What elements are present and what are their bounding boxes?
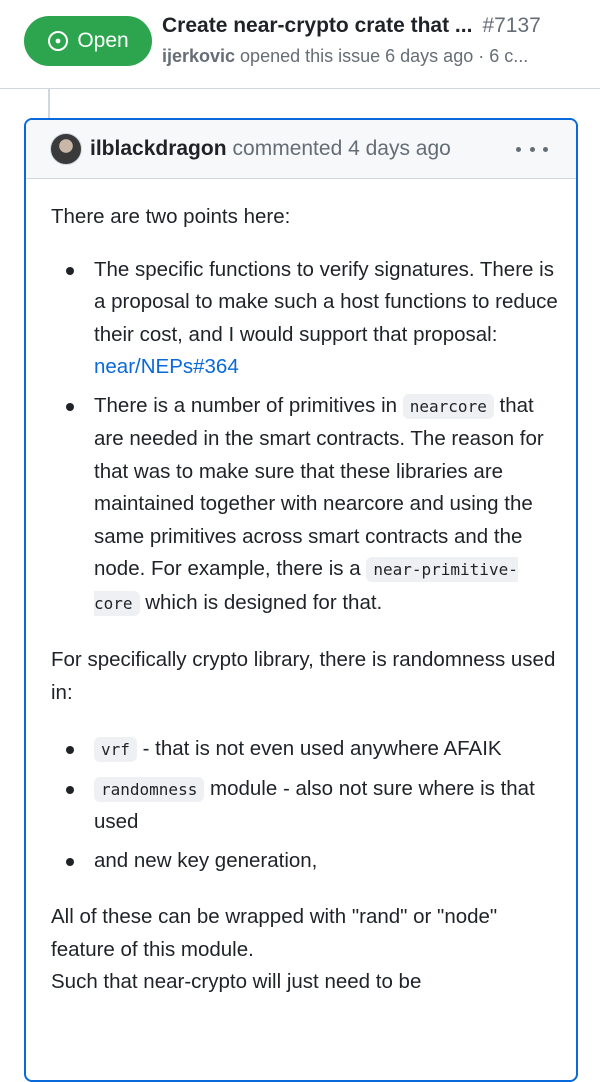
nep-link[interactable]: near/NEPs#364 bbox=[94, 355, 239, 378]
more-options-button[interactable] bbox=[516, 136, 548, 162]
avatar[interactable] bbox=[50, 133, 82, 165]
status-label: Open bbox=[77, 29, 129, 52]
inline-code-randomness: randomness bbox=[94, 777, 204, 802]
list-item bbox=[51, 733, 561, 767]
issue-meta bbox=[162, 46, 582, 67]
issue-meta-text: opened this issue 6 days ago · 6 c... bbox=[235, 46, 529, 66]
paragraph: Such that near-crypto will just need to be bbox=[51, 970, 422, 993]
issue-number: #7137 bbox=[482, 14, 541, 37]
inline-code-nearcore: nearcore bbox=[403, 394, 494, 419]
kebab-dot-icon bbox=[543, 147, 548, 152]
list-item-text: that are needed in the smart contracts. The reason for that was to make sure that these libraries are maintained together with nearcore and using the same primitives across smart contracts and the node. For example, there is a bbox=[94, 393, 544, 580]
bullet-list-2 bbox=[51, 733, 561, 877]
inline-code-vrf: vrf bbox=[94, 737, 137, 762]
list-item-text: module - also not sure where is that used bbox=[94, 776, 535, 833]
list-item-text: which is designed for that. bbox=[139, 590, 383, 614]
list-item bbox=[51, 254, 561, 384]
timeline-line bbox=[48, 88, 50, 120]
comment-author-link[interactable]: ilblackdragon bbox=[90, 137, 227, 160]
paragraph: All of these can be wrapped with "rand" or "node" feature of this module. bbox=[51, 905, 498, 961]
paragraph: For specifically crypto library, there is randomness used in: bbox=[51, 648, 556, 704]
list-item-text: and new key generation, bbox=[94, 848, 318, 872]
list-item-text: - that is not even used anywhere AFAIK bbox=[136, 737, 502, 760]
bullet-list-1 bbox=[51, 254, 561, 621]
comment-timestamp[interactable]: commented 4 days ago bbox=[232, 137, 451, 160]
comment-box bbox=[24, 118, 578, 1082]
issue-title[interactable] bbox=[162, 14, 582, 38]
list-item bbox=[51, 845, 561, 878]
kebab-dot-icon bbox=[516, 147, 521, 152]
list-item bbox=[51, 773, 561, 839]
comment-header bbox=[26, 120, 576, 179]
list-item bbox=[51, 390, 561, 621]
comment-intro: There are two points here: bbox=[51, 205, 291, 228]
issue-title-text: Create near-crypto crate that ... bbox=[162, 14, 473, 37]
kebab-dot-icon bbox=[530, 147, 535, 152]
issue-author-link[interactable]: ijerkovic bbox=[162, 46, 236, 66]
list-item-text: The specific functions to verify signatures. There is a proposal to make such a host functions to reduce their cost, and I would support that proposal: bbox=[94, 257, 558, 346]
issue-header bbox=[0, 0, 600, 89]
issue-open-icon bbox=[47, 30, 69, 52]
list-item-text: There is a number of primitives in bbox=[94, 393, 403, 417]
comment-body bbox=[26, 179, 561, 999]
open-status-badge bbox=[24, 16, 152, 66]
inline-code-near-primitive-core: near-primitive-core bbox=[94, 557, 518, 616]
